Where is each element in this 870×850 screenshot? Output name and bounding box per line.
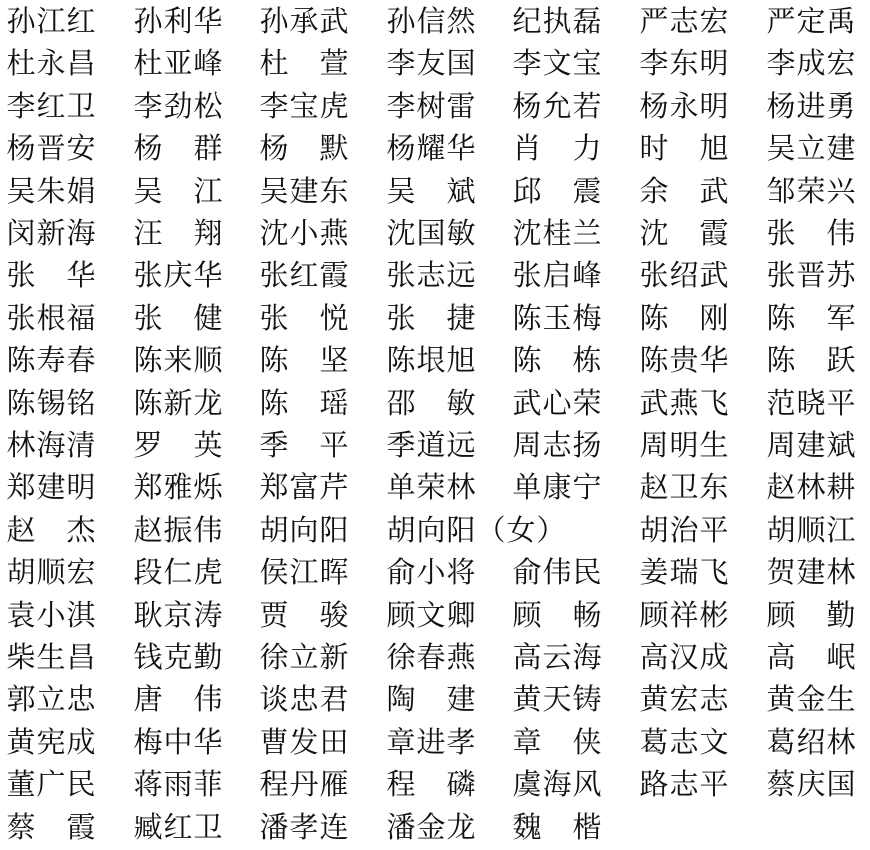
name-entry: 俞 伟 民 xyxy=(512,555,602,590)
name-entry: 程 丹 雁 xyxy=(259,767,349,802)
name-entry: 袁 小 淇 xyxy=(6,597,96,632)
name-entry: 陈 贵 华 xyxy=(639,343,729,378)
name-entry: 虞 海 风 xyxy=(512,767,602,802)
name-entry: 胡 顺 宏 xyxy=(6,555,96,590)
name-entry: 赵 卫 东 xyxy=(639,470,729,505)
name-entry: 杜 萱 xyxy=(259,46,349,81)
name-entry: 张 庆 华 xyxy=(133,258,223,293)
name-row xyxy=(0,763,870,805)
name-entry: 汪 翔 xyxy=(133,216,223,250)
name-entry: 陈 跃 xyxy=(766,343,856,378)
name-entry: 陈 军 xyxy=(766,300,856,335)
name-entry: 李 友 国 xyxy=(386,46,476,81)
name-entry: 杜 亚 峰 xyxy=(133,46,223,81)
name-entry: 程 磷 xyxy=(386,767,476,802)
name-entry: 谈 忠 君 xyxy=(259,682,349,717)
name-row xyxy=(0,212,870,254)
name-entry: 陈 坚 xyxy=(259,343,349,378)
name-entry: 李 文 宝 xyxy=(512,46,602,81)
name-row xyxy=(0,721,870,763)
name-entry: 侯 江 晖 xyxy=(259,555,349,590)
name-row xyxy=(0,551,870,593)
name-entry: 陈 刚 xyxy=(639,300,729,335)
name-entry: 潘 孝 连 xyxy=(259,809,349,844)
name-row xyxy=(0,254,870,296)
name-entry: 陈 垠 旭 xyxy=(386,343,476,378)
name-entry: 陈 锡 铭 xyxy=(6,385,96,420)
name-entry: 杨 允 若 xyxy=(512,88,602,123)
name-entry: 胡 向 阳 （ 女 ） xyxy=(386,512,566,547)
name-entry: 吴 立 建 xyxy=(766,131,856,166)
name-entry: 张 根 福 xyxy=(6,300,96,335)
name-row xyxy=(0,127,870,169)
name-entry: 章 进 孝 xyxy=(386,724,476,759)
name-entry: 时 旭 xyxy=(639,131,729,166)
name-row xyxy=(0,382,870,424)
name-entry: 杨 默 xyxy=(259,131,349,166)
name-entry: 严 志 宏 xyxy=(639,4,729,38)
name-entry: 严 定 禹 xyxy=(766,4,856,38)
name-entry: 胡 顺 江 xyxy=(766,512,856,547)
name-entry: 沈 国 敏 xyxy=(386,216,476,250)
name-entry: 季 道 远 xyxy=(386,428,476,462)
name-row xyxy=(0,42,870,84)
name-entry: 蔡 庆 国 xyxy=(766,767,856,802)
name-entry: 曹 发 田 xyxy=(259,724,349,759)
name-entry: 郑 雅 烁 xyxy=(133,470,223,505)
name-entry: 郑 建 明 xyxy=(6,470,96,505)
name-entry: 唐 伟 xyxy=(133,682,223,717)
name-entry: 周 明 生 xyxy=(639,428,729,462)
name-entry: 郭 立 忠 xyxy=(6,682,96,717)
name-entry: 顾 祥 彬 xyxy=(639,597,729,632)
name-entry: 陈 栋 xyxy=(512,343,602,378)
name-entry: 杨 耀 华 xyxy=(386,131,476,166)
name-row xyxy=(0,424,870,466)
name-entry: 高 汉 成 xyxy=(639,640,729,674)
name-entry: 李 东 明 xyxy=(639,46,729,81)
name-entry: 潘 金 龙 xyxy=(386,809,476,844)
name-entry: 俞 小 将 xyxy=(386,555,476,590)
name-entry: 葛 志 文 xyxy=(639,724,729,759)
name-entry: 路 志 平 xyxy=(639,767,729,802)
name-entry: 臧 红 卫 xyxy=(133,809,223,844)
name-entry: 李 成 宏 xyxy=(766,46,856,81)
name-entry: 张 启 峰 xyxy=(512,258,602,293)
name-entry: 孙 承 武 xyxy=(259,4,349,38)
name-entry: 杨 进 勇 xyxy=(766,88,856,123)
name-entry: 邱 震 xyxy=(512,173,602,208)
name-entry: 陈 寿 春 xyxy=(6,343,96,378)
name-entry: 董 广 民 xyxy=(6,767,96,802)
name-row xyxy=(0,678,870,720)
name-entry: 赵 振 伟 xyxy=(133,512,223,547)
name-entry: 耿 京 涛 xyxy=(133,597,223,632)
name-entry: 黄 金 生 xyxy=(766,682,856,717)
name-entry: 赵 林 耕 xyxy=(766,470,856,505)
name-row xyxy=(0,509,870,551)
name-entry: 徐 立 新 xyxy=(259,640,349,674)
name-entry: 单 康 宁 xyxy=(512,470,602,505)
name-entry: 章 侠 xyxy=(512,724,602,759)
name-entry: 黄 宏 志 xyxy=(639,682,729,717)
name-entry: 葛 绍 林 xyxy=(766,724,856,759)
name-entry: 陈 玉 梅 xyxy=(512,300,602,335)
name-entry: 周 建 斌 xyxy=(766,428,856,462)
name-entry: 顾 畅 xyxy=(512,597,602,632)
name-entry: 林 海 清 xyxy=(6,428,96,462)
name-row xyxy=(0,0,870,42)
name-entry: 赵 杰 xyxy=(6,512,96,547)
name-entry: 纪 执 磊 xyxy=(512,4,602,38)
name-row xyxy=(0,806,870,848)
name-entry: 肖 力 xyxy=(512,131,602,166)
name-entry: 李 红 卫 xyxy=(6,88,96,123)
name-row xyxy=(0,170,870,212)
name-entry: 魏 楷 xyxy=(512,809,602,844)
name-entry: 吴 建 东 xyxy=(259,173,349,208)
name-entry: 陈 新 龙 xyxy=(133,385,223,420)
name-row xyxy=(0,297,870,339)
name-row xyxy=(0,85,870,127)
name-entry: 沈 桂 兰 xyxy=(512,216,602,250)
name-entry: 余 武 xyxy=(639,173,729,208)
name-row xyxy=(0,636,870,678)
name-entry: 张 红 霞 xyxy=(259,258,349,293)
name-entry: 吴 江 xyxy=(133,173,223,208)
name-entry: 柴 生 昌 xyxy=(6,640,96,674)
name-entry: 陈 来 顺 xyxy=(133,343,223,378)
name-entry: 孙 信 然 xyxy=(386,4,476,38)
name-entry: 张 悦 xyxy=(259,300,349,335)
name-entry: 徐 春 燕 xyxy=(386,640,476,674)
name-entry: 沈 霞 xyxy=(639,216,729,250)
name-entry: 顾 勤 xyxy=(766,597,856,632)
name-entry: 杨 群 xyxy=(133,131,223,166)
name-entry: 杨 晋 安 xyxy=(6,131,96,166)
name-entry: 季 平 xyxy=(259,428,349,462)
name-entry: 沈 小 燕 xyxy=(259,216,349,250)
name-entry: 吴 朱 娟 xyxy=(6,173,96,208)
name-entry: 杨 永 明 xyxy=(639,88,729,123)
name-entry: 罗 英 xyxy=(133,428,223,462)
name-entry: 张 晋 苏 xyxy=(766,258,856,293)
name-entry: 邵 敏 xyxy=(386,385,476,420)
name-entry: 钱 克 勤 xyxy=(133,640,223,674)
name-entry: 张 华 xyxy=(6,258,96,293)
name-entry: 胡 向 阳 xyxy=(259,512,349,547)
name-entry: 武 燕 飞 xyxy=(639,385,729,420)
name-entry: 武 心 荣 xyxy=(512,385,602,420)
name-entry: 孙 江 红 xyxy=(6,4,96,38)
name-entry: 张 绍 武 xyxy=(639,258,729,293)
name-entry: 段 仁 虎 xyxy=(133,555,223,590)
name-row xyxy=(0,339,870,381)
name-entry: 蒋 雨 菲 xyxy=(133,767,223,802)
name-entry: 陈 瑶 xyxy=(259,385,349,420)
name-entry: 李 宝 虎 xyxy=(259,88,349,123)
name-entry: 郑 富 芹 xyxy=(259,470,349,505)
name-entry: 范 晓 平 xyxy=(766,385,856,420)
name-entry: 单 荣 林 xyxy=(386,470,476,505)
name-entry: 张 伟 xyxy=(766,216,856,250)
name-entry: 黄 宪 成 xyxy=(6,724,96,759)
name-entry: 顾 文 卿 xyxy=(386,597,476,632)
name-entry: 黄 天 铸 xyxy=(512,682,602,717)
name-entry: 杜 永 昌 xyxy=(6,46,96,81)
name-entry: 张 志 远 xyxy=(386,258,476,293)
name-entry: 李 树 雷 xyxy=(386,88,476,123)
name-entry: 张 捷 xyxy=(386,300,476,335)
name-entry: 胡 治 平 xyxy=(639,512,729,547)
name-entry: 周 志 扬 xyxy=(512,428,602,462)
name-entry: 贺 建 林 xyxy=(766,555,856,590)
name-entry: 高 云 海 xyxy=(512,640,602,674)
name-row xyxy=(0,594,870,636)
name-entry: 闵 新 海 xyxy=(6,216,96,250)
name-entry: 梅 中 华 xyxy=(133,724,223,759)
name-entry: 吴 斌 xyxy=(386,173,476,208)
name-entry: 陶 建 xyxy=(386,682,476,717)
name-entry: 蔡 霞 xyxy=(6,809,96,844)
name-entry: 张 健 xyxy=(133,300,223,335)
name-row xyxy=(0,466,870,508)
name-entry: 李 劲 松 xyxy=(133,88,223,123)
name-entry: 姜 瑞 飞 xyxy=(639,555,729,590)
name-entry: 孙 利 华 xyxy=(133,4,223,38)
name-entry: 高 岷 xyxy=(766,640,856,674)
name-entry: 贾 骏 xyxy=(259,597,349,632)
name-entry: 邹 荣 兴 xyxy=(766,173,856,208)
